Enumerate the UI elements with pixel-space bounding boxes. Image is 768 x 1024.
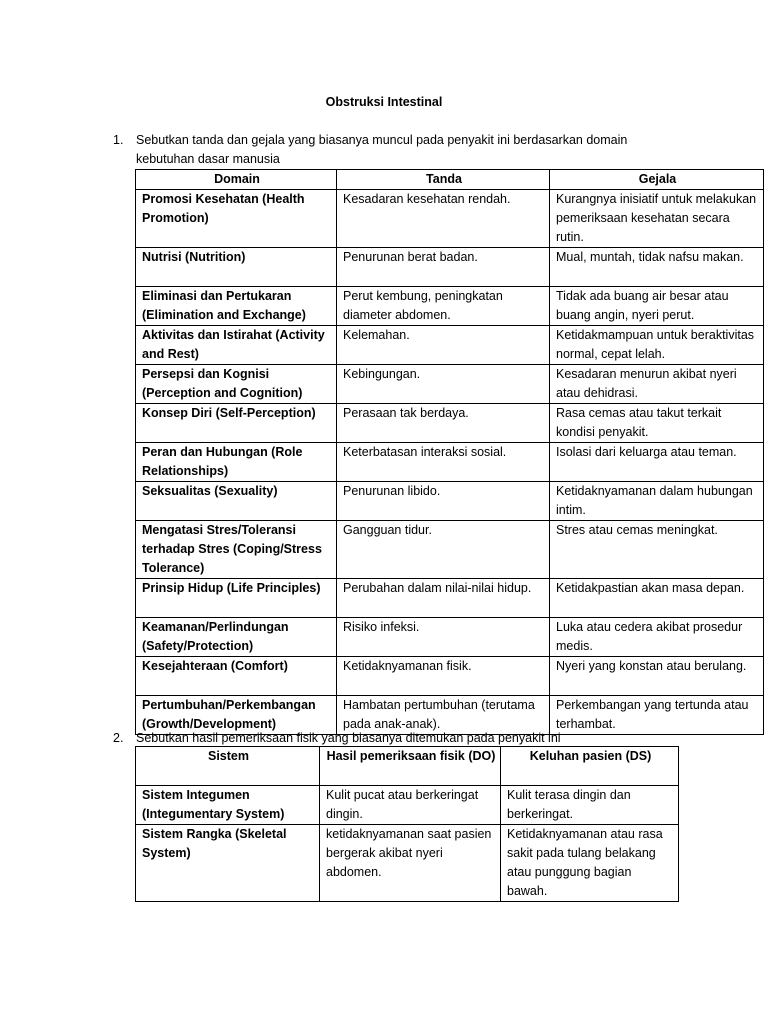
domain-cell: Eliminasi dan Pertukaran (Elimination and Exchange) [136,287,337,326]
domain-cell: Seksualitas (Sexuality) [136,482,337,521]
table-row [136,443,764,482]
gejala-cell: Kesadaran menurun akibat nyeri atau dehidrasi. [550,365,764,404]
table-row [136,825,679,902]
tanda-cell: Kebingungan. [337,365,550,404]
gejala-cell: Kurangnya inisiatif untuk melakukan pemeriksaan kesehatan secara rutin. [550,190,764,248]
tanda-cell: Ketidaknyamanan fisik. [337,657,550,696]
physical-exam-table [135,746,679,902]
question-2-number: 2. [113,731,124,745]
table-row [136,482,764,521]
gejala-cell: Nyeri yang konstan atau berulang. [550,657,764,696]
table-row [136,786,679,825]
tanda-cell: Penurunan libido. [337,482,550,521]
header-domain: Domain [136,170,337,190]
domain-cell: Keamanan/Perlindungan (Safety/Protection) [136,618,337,657]
table-row [136,657,764,696]
table-header-row [136,747,679,786]
question-1-number: 1. [113,133,124,147]
gejala-cell: Stres atau cemas meningkat. [550,521,764,579]
tanda-cell: Perut kembung, peningkatan diameter abdomen. [337,287,550,326]
table-header-row [136,170,764,190]
domain-signs-symptoms-table [135,169,764,735]
gejala-cell: Isolasi dari keluarga atau teman. [550,443,764,482]
tanda-cell: Hambatan pertumbuhan (terutama pada anak-anak). [337,696,550,735]
table-row [136,521,764,579]
header-keluhan-pasien: Keluhan pasien (DS) [501,747,679,786]
tanda-cell: Gangguan tidur. [337,521,550,579]
question-1-text: Sebutkan tanda dan gejala yang biasanya muncul pada penyakit ini berdasarkan domain kebutuhan dasar manusia [136,133,628,166]
domain-cell: Konsep Diri (Self-Perception) [136,404,337,443]
table-row [136,579,764,618]
table-row [136,190,764,248]
gejala-cell: Perkembangan yang tertunda atau terhambat. [550,696,764,735]
domain-cell: Pertumbuhan/Perkembangan (Growth/Development) [136,696,337,735]
tanda-cell: Penurunan berat badan. [337,248,550,287]
domain-cell: Nutrisi (Nutrition) [136,248,337,287]
domain-cell: Kesejahteraan (Comfort) [136,657,337,696]
table-row [136,326,764,365]
ds-cell: Kulit terasa dingin dan berkeringat. [501,786,679,825]
header-tanda: Tanda [337,170,550,190]
gejala-cell: Mual, muntah, tidak nafsu makan. [550,248,764,287]
gejala-cell: Tidak ada buang air besar atau buang angin, nyeri perut. [550,287,764,326]
domain-cell: Peran dan Hubungan (Role Relationships) [136,443,337,482]
table-row [136,618,764,657]
header-hasil-pemeriksaan: Hasil pemeriksaan fisik (DO) [320,747,501,786]
gejala-cell: Ketidakpastian akan masa depan. [550,579,764,618]
table-row [136,404,764,443]
header-sistem: Sistem [136,747,320,786]
sistem-cell: Sistem Integumen (Integumentary System) [136,786,320,825]
domain-cell: Mengatasi Stres/Toleransi terhadap Stres (Coping/Stress Tolerance) [136,521,337,579]
domain-cell: Persepsi dan Kognisi (Perception and Cognition) [136,365,337,404]
tanda-cell: Keterbatasan interaksi sosial. [337,443,550,482]
do-cell: Kulit pucat atau berkeringat dingin. [320,786,501,825]
document-title: Obstruksi Intestinal [325,95,443,109]
question-2-text: Sebutkan hasil pemeriksaan fisik yang biasanya ditemukan pada penyakit ini [136,731,561,745]
table-row [136,248,764,287]
tanda-cell: Kelemahan. [337,326,550,365]
gejala-cell: Rasa cemas atau takut terkait kondisi penyakit. [550,404,764,443]
domain-cell: Aktivitas dan Istirahat (Activity and Rest) [136,326,337,365]
header-gejala: Gejala [550,170,764,190]
domain-cell: Promosi Kesehatan (Health Promotion) [136,190,337,248]
gejala-cell: Ketidakmampuan untuk beraktivitas normal, cepat lelah. [550,326,764,365]
table-row [136,287,764,326]
sistem-cell: Sistem Rangka (Skeletal System) [136,825,320,902]
table-row [136,365,764,404]
tanda-cell: Risiko infeksi. [337,618,550,657]
do-cell: ketidaknyamanan saat pasien bergerak akibat nyeri abdomen. [320,825,501,902]
domain-cell: Prinsip Hidup (Life Principles) [136,579,337,618]
gejala-cell: Ketidaknyamanan dalam hubungan intim. [550,482,764,521]
tanda-cell: Perasaan tak berdaya. [337,404,550,443]
tanda-cell: Perubahan dalam nilai-nilai hidup. [337,579,550,618]
tanda-cell: Kesadaran kesehatan rendah. [337,190,550,248]
ds-cell: Ketidaknyamanan atau rasa sakit pada tulang belakang atau punggung bagian bawah. [501,825,679,902]
gejala-cell: Luka atau cedera akibat prosedur medis. [550,618,764,657]
